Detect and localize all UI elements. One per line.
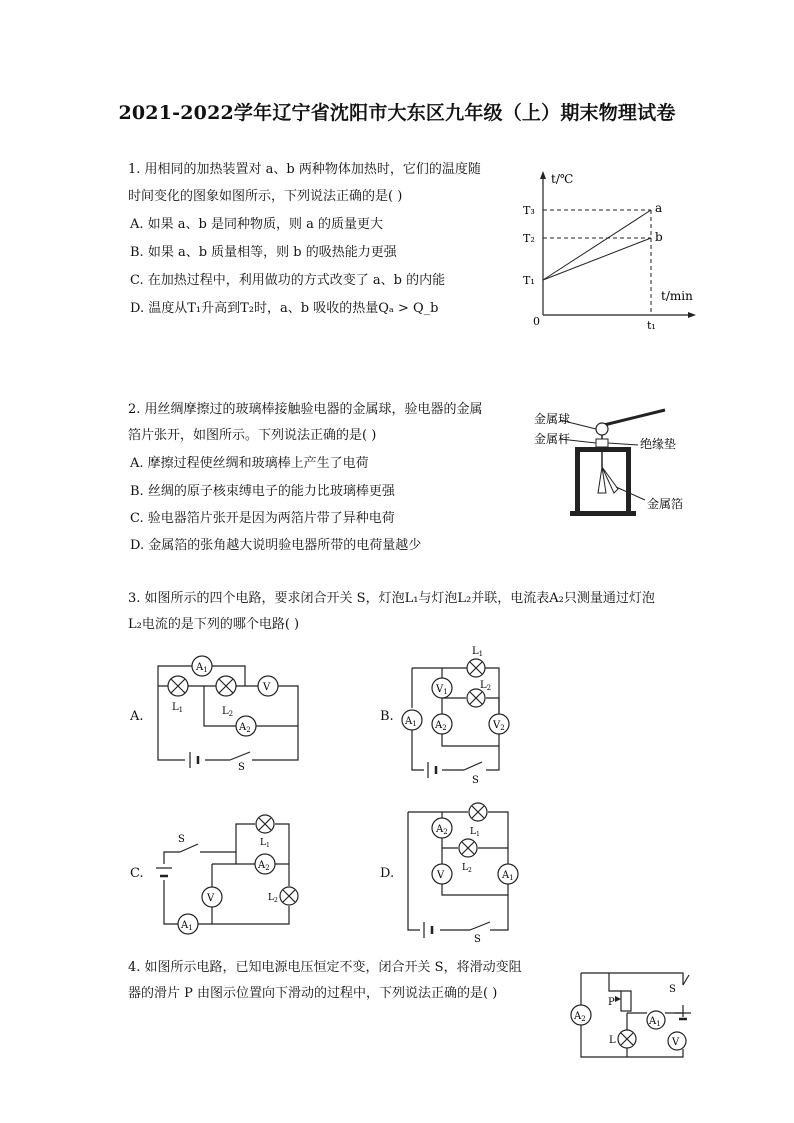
q1-x-axis-label: t/min [661,289,693,303]
q2-foil-label: 金属箔 [647,497,684,511]
svg-text:A2: $A_2$ [574,1011,586,1023]
q1-option-c: C. 在加热过程中，利用做功的方式改变了 a、b 的内能 [130,273,446,288]
q3-circuit-a [150,648,310,773]
svg-text:P: P [608,997,615,1008]
q1-t1-label: T₁ [523,274,535,287]
svg-text:A2: $A_2$ [436,824,448,836]
svg-text:L1: $L_1$ [172,702,184,714]
q2-electroscope-figure [530,405,700,520]
svg-text:V: V [672,1037,680,1048]
svg-text:A1: $A_1$ [181,920,193,932]
svg-text:V2: $V_2$ [493,720,505,732]
q2-text-line-1: 2. 用丝绸摩擦过的玻璃棒接触验电器的金属球，验电器的金属 [128,402,483,417]
q1-time-label: t₁ [647,319,656,332]
q2-option-d: D. 金属箔的张角越大说明验电器所带的电荷量越少 [130,538,422,553]
q4-text-line-2: 器的滑片 P 由图示位置向下滑动的过程中，下列说法正确的是( ) [128,986,498,1001]
q1-option-a: A. 如果 a、b 是同种物质，则 a 的质量更大 [130,217,384,232]
q2-option-a: A. 摩擦过程使丝绸和玻璃棒上产生了电荷 [130,456,369,471]
q1-temperature-graph [515,165,705,335]
svg-text:A2: $A_2$ [239,722,251,734]
q2-pad-label: 绝缘垫 [640,437,677,451]
svg-text:A1: $A_1$ [502,870,514,882]
q1-option-b: B. 如果 a、b 质量相等，则 b 的吸热能力更强 [130,245,397,260]
svg-text:A1: $A_1$ [196,662,208,674]
q2-ball-label: 金属球 [534,412,571,426]
q1-option-d: D. 温度从T₁升高到T₂时，a、b 吸收的热量Qₐ > Q_b [130,301,439,316]
svg-text:A1: $A_1$ [649,1016,661,1028]
svg-text:S: S [669,984,676,995]
q3-circuit-b [398,640,518,785]
q1-t3-label: T₃ [523,204,535,217]
q2-option-b: B. 丝绸的原子核束缚电子的能力比玻璃棒更强 [130,484,395,499]
svg-text:S: S [472,775,479,785]
svg-text:L: L [609,1035,616,1046]
svg-text:A2: $A_2$ [258,860,270,872]
svg-text:L1: $L_1$ [472,646,484,658]
svg-text:A1: $A_1$ [405,716,417,728]
q4-text-line-1: 4. 如图所示电路，已知电源电压恒定不变，闭合开关 S，将滑动变阻 [128,960,522,975]
q3-circuit-c [150,812,300,937]
svg-text:L2: $L_2$ [462,863,472,874]
q2-option-c: C. 验电器箔片张开是因为两箔片带了异种电荷 [130,511,395,526]
page-title: 2021-2022学年辽宁省沈阳市大东区九年级（上）期末物理试卷 [118,102,676,124]
q2-text-line-2: 箔片张开，如图所示。下列说法正确的是( ) [128,428,377,443]
q1-t2-label: T₂ [523,232,535,245]
q3-circuit-d [400,800,530,945]
q2-rod-label: 金属杆 [534,432,571,446]
q1-text-line-1: 1. 用相同的加热装置对 a、b 两种物体加热时，它们的温度随 [128,162,481,177]
q1-line-a-label: a [655,201,663,215]
svg-text:L2: $L_2$ [480,680,492,692]
svg-text:L1: $L_1$ [470,827,480,838]
q1-line-b-label: b [655,230,663,244]
svg-text:V1: $V_1$ [436,684,448,696]
svg-text:V: V [207,893,215,904]
svg-text:A2: $A_2$ [435,720,447,732]
q1-y-axis-label: t/℃ [551,172,574,186]
q3-circuit-c-label: C. [130,866,144,881]
svg-text:S: S [178,834,185,845]
q3-text-line-2: L₂电流的是下列的哪个电路( ) [128,617,300,632]
svg-text:V: V [263,682,271,693]
svg-text:S: S [238,762,245,773]
q4-circuit [565,965,695,1065]
svg-text:L2: $L_2$ [222,706,234,718]
q3-circuit-b-label: B. [380,709,394,724]
q1-text-line-2: 时间变化的图象如图所示，下列说法正确的是( ) [128,189,403,204]
svg-text:V: V [437,870,445,881]
q1-origin-label: 0 [533,315,540,328]
q3-text-line-1: 3. 如图所示的四个电路，要求闭合开关 S，灯泡L₁与灯泡L₂并联，电流表A₂只测量通过灯泡 [128,591,655,606]
q3-circuit-d-label: D. [380,866,395,881]
svg-text:S: S [474,934,481,945]
svg-text:L2: $L_2$ [268,893,278,904]
svg-text:L1: $L_1$ [260,838,270,849]
q3-circuit-a-label: A. [130,709,144,724]
